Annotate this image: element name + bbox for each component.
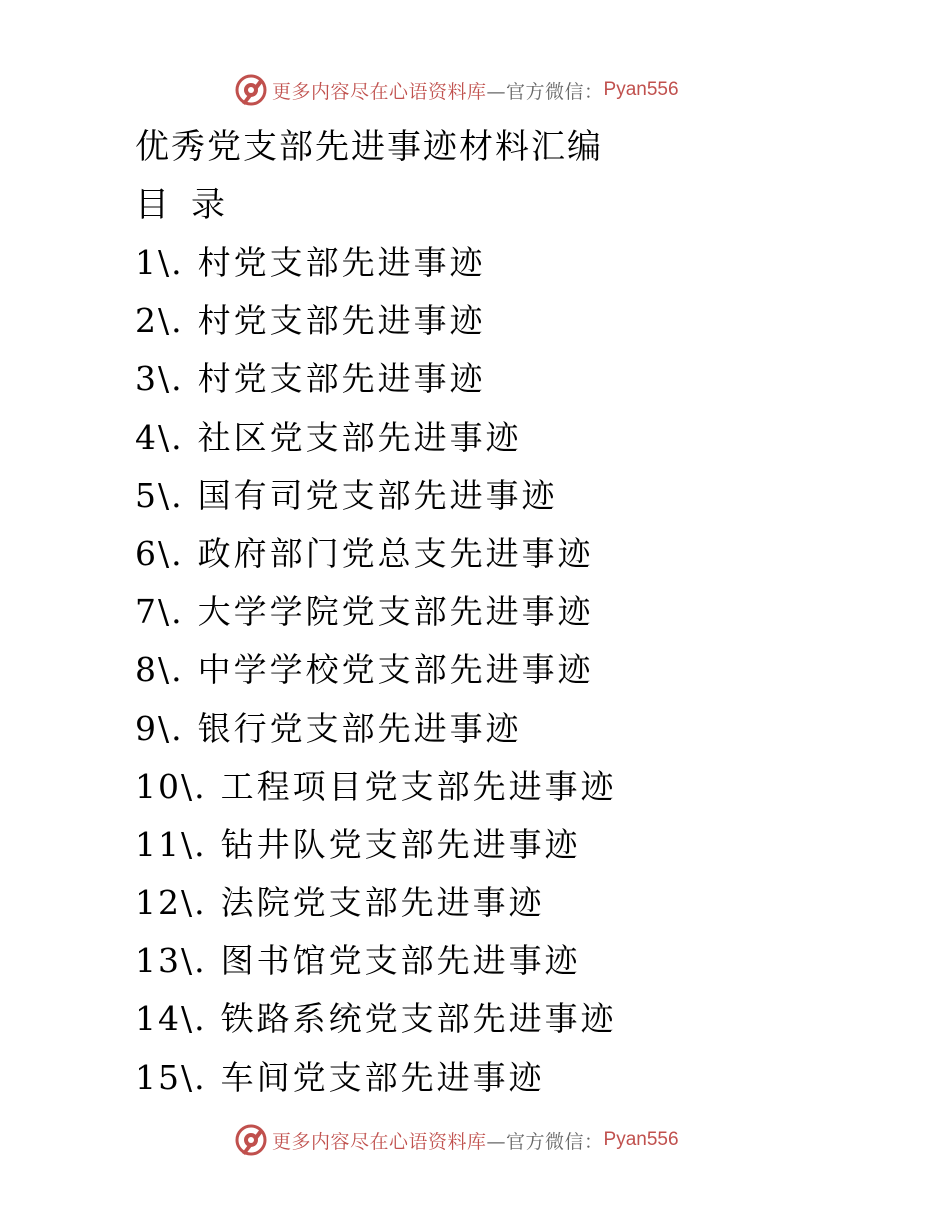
toc-item[interactable]: [135, 645, 617, 703]
toc-item-text: 村党支部先进事迹: [197, 301, 486, 341]
header-watermark: [234, 72, 679, 108]
toc-heading-char-2: 录: [191, 185, 225, 225]
toc-item[interactable]: [135, 413, 617, 471]
toc-item-number: 5\.: [135, 475, 184, 515]
toc-item[interactable]: [135, 820, 617, 878]
toc-item-text: 钻井队党支部先进事迹: [220, 824, 581, 864]
toc-item-number: 12\.: [135, 883, 207, 923]
toc-item-text: 铁路系统党支部先进事迹: [220, 999, 617, 1039]
toc-item-text: 国有司党支部先进事迹: [197, 475, 558, 515]
toc-item-text: 银行党支部先进事迹: [197, 708, 522, 748]
footer-watermark: [234, 1122, 679, 1158]
toc-item-number: 10\.: [135, 766, 207, 806]
toc-item[interactable]: [135, 471, 617, 529]
toc-item[interactable]: [135, 354, 617, 412]
toc-item[interactable]: [135, 1053, 617, 1111]
quill-circle-logo-icon: [234, 1123, 268, 1157]
quill-circle-logo-icon: [234, 73, 268, 107]
watermark-text: 更多内容尽在心语资料库: [272, 1130, 487, 1153]
toc-item[interactable]: [135, 704, 617, 762]
toc-item-text: 工程项目党支部先进事迹: [220, 766, 617, 806]
toc-item-text: 政府部门党总支先进事迹: [197, 533, 594, 573]
wechat-id: Pyan556: [603, 79, 679, 100]
toc-item[interactable]: [135, 296, 617, 354]
toc-item-text: 社区党支部先进事迹: [197, 417, 522, 457]
watermark-label: —官方微信：: [486, 1130, 604, 1153]
toc-item-number: 3\.: [135, 359, 184, 399]
toc-item-number: 15\.: [135, 1057, 207, 1097]
toc-item-number: 2\.: [135, 301, 184, 341]
toc-item[interactable]: [135, 529, 617, 587]
toc-item-number: 14\.: [135, 999, 207, 1039]
toc-item-number: 8\.: [135, 650, 184, 690]
toc-item[interactable]: [135, 762, 617, 820]
toc-item[interactable]: [135, 238, 617, 296]
document-title: 优秀党支部先进事迹材料汇编: [135, 127, 603, 167]
toc-item-text: 村党支部先进事迹: [197, 359, 486, 399]
toc-item-number: 1\.: [135, 243, 184, 282]
toc-item-number: 7\.: [135, 592, 184, 632]
toc-item-number: 13\.: [135, 941, 207, 981]
toc-heading: [135, 180, 247, 230]
toc-item-number: 6\.: [135, 533, 184, 573]
toc-item[interactable]: [135, 878, 617, 936]
toc-item-text: 车间党支部先进事迹: [220, 1057, 545, 1097]
toc-item-number: 9\.: [135, 708, 184, 748]
watermark-label: —官方微信：: [486, 80, 604, 103]
toc-item-number: 11\.: [135, 824, 207, 864]
watermark-text: 更多内容尽在心语资料库: [272, 80, 487, 103]
toc-item[interactable]: [135, 936, 617, 994]
toc-item-text: 法院党支部先进事迹: [220, 883, 545, 923]
toc-item[interactable]: [135, 994, 617, 1052]
wechat-id: Pyan556: [603, 1129, 679, 1150]
toc-item[interactable]: [135, 587, 617, 645]
toc-item-number: 4\.: [135, 417, 184, 457]
toc-item-text: 村党支部先进事迹: [197, 243, 486, 282]
table-of-contents: [135, 238, 617, 1111]
toc-heading-char-1: 目: [135, 185, 169, 225]
toc-item-text: 大学学院党支部先进事迹: [197, 592, 594, 632]
toc-item-text: 图书馆党支部先进事迹: [220, 941, 581, 981]
toc-item-text: 中学学校党支部先进事迹: [197, 650, 594, 690]
